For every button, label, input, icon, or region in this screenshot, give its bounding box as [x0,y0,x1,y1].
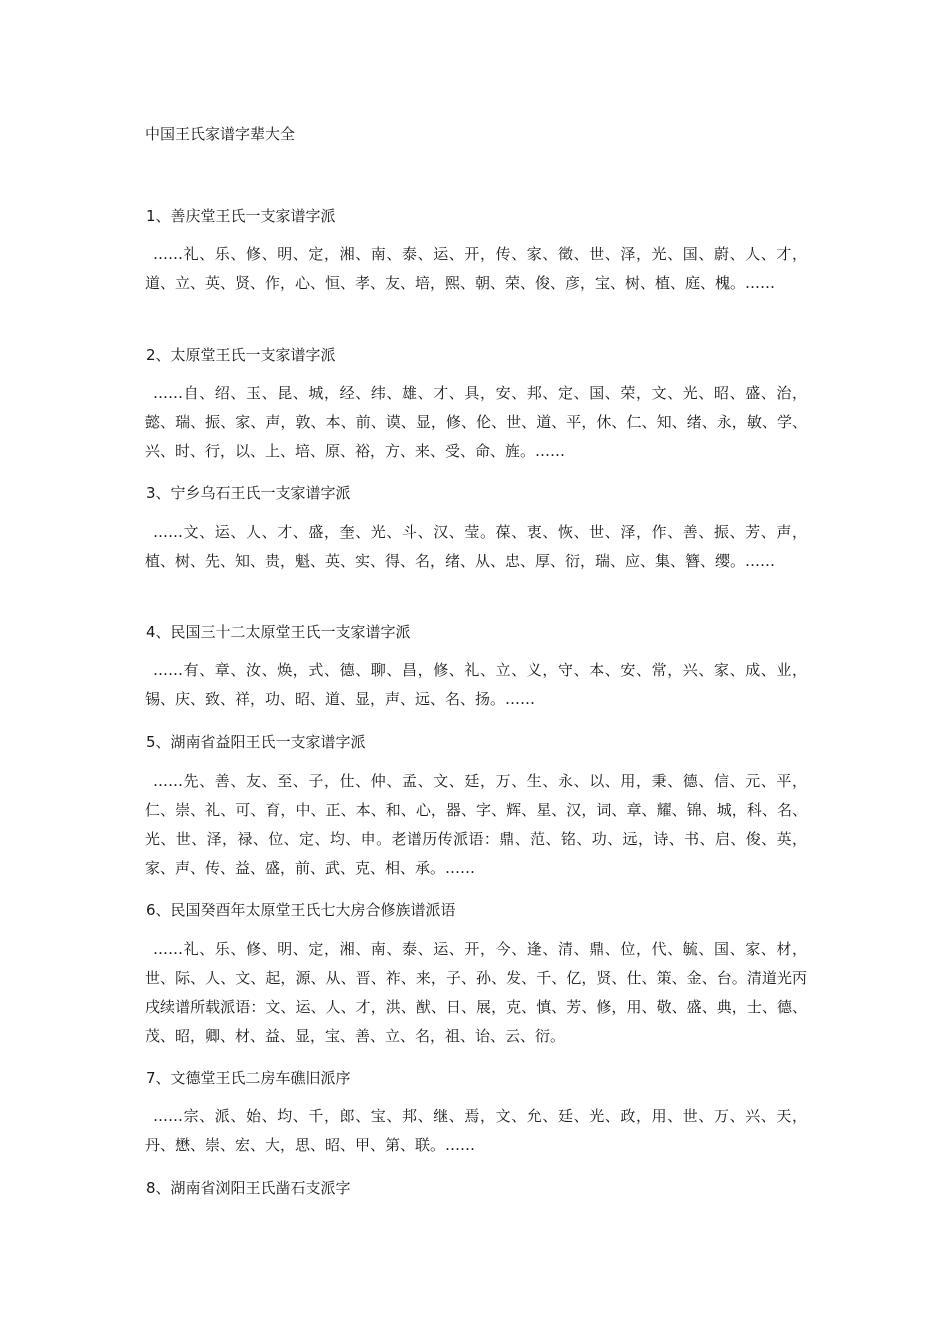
document-title: 中国王氏家谱字辈大全 [145,125,296,143]
section-heading-5: 5、湖南省益阳王氏一支家谱字派 [146,733,366,751]
section-heading-1: 1、善庆堂王氏一支家谱字派 [146,207,336,225]
section-body-3: ……文、运、人、才、盛，奎、光、斗、汉、莹。葆、衷、恢、世、泽，作、善、振、芳、声，植、树、先、知、贵，魁、英、实、得、名，绪、从、忠、厚、衍，瑞、应、集、簪、缨。…… [145,523,807,570]
section-body-6: ……礼、乐、修、明、定，湘、南、泰、运、开，今、逢、清、鼎、位，代、毓、国、家、材，世、际、人、文、起，源、从、晋、祚、来，子、孙、发、千、亿，贤、仕、策、金、台。清道光丙戌续谱所载派语：文、运、人、才，洪、猷、日、展，克、慎、芳、修，用、敬、盛、典，士、德、茂、昭，卿、材、益、显，宝、善、立、名，祖、诒、云、衍。 [145,940,807,1045]
section-heading-8: 8、湖南省浏阳王氏凿石支派字 [146,1179,351,1197]
section-heading-4: 4、民国三十二太原堂王氏一支家谱字派 [146,623,411,641]
section-heading-6: 6、民国癸酉年太原堂王氏七大房合修族谱派语 [146,901,456,919]
section-body-7: ……宗、派、始、均、千，郎、宝、邦、继、焉，文、允、廷、光、政，用、世、万、兴、天，丹、懋、崇、宏、大，思、昭、甲、第、联。…… [145,1107,807,1154]
section-heading-7: 7、文德堂王氏二房车礁旧派序 [146,1069,351,1087]
section-body-1: ……礼、乐、修、明、定，湘、南、泰、运、开，传、家、徵、世、泽，光、国、蔚、人、才，道、立、英、贤、作，心、恒、孝、友、培，熙、朝、荣、俊、彦，宝、树、植、庭、槐。…… [145,245,807,292]
section-heading-2: 2、太原堂王氏一支家谱字派 [146,346,336,364]
section-body-2: ……自、绍、玉、昆、城，经、纬、雄、才、具，安、邦、定、国、荣，文、光、昭、盛、治，懿、瑞、振、家、声，敦、本、前、谟、显，修、伦、世、道、平，休、仁、知、绪、永，敏、学、兴、时、行，以、上、培、原、裕，方、来、受、命、旌。…… [145,384,807,460]
section-heading-3: 3、宁乡乌石王氏一支家谱字派 [146,484,351,502]
section-body-5: ……先、善、友、至、子，仕、仲、孟、文、廷，万、生、永、以、用，秉、德、信、元、平，仁、崇、礼、可、育，中、正、本、和、心，器、字、辉、星、汉，词、章、耀、锦、城，科、名、光、世、泽，禄、位、定、均、申。老谱历传派语：鼎、范、铭、功、远，诗、书、启、俊、英，家、声、传、益、盛，前、武、克、相、承。…… [145,772,807,877]
section-body-4: ……有、章、汝、焕，式、德、聊、昌，修、礼、立、义，守、本、安、常，兴、家、成、业，锡、庆、致、祥，功、昭、道、显，声、远、名、扬。…… [145,661,807,708]
